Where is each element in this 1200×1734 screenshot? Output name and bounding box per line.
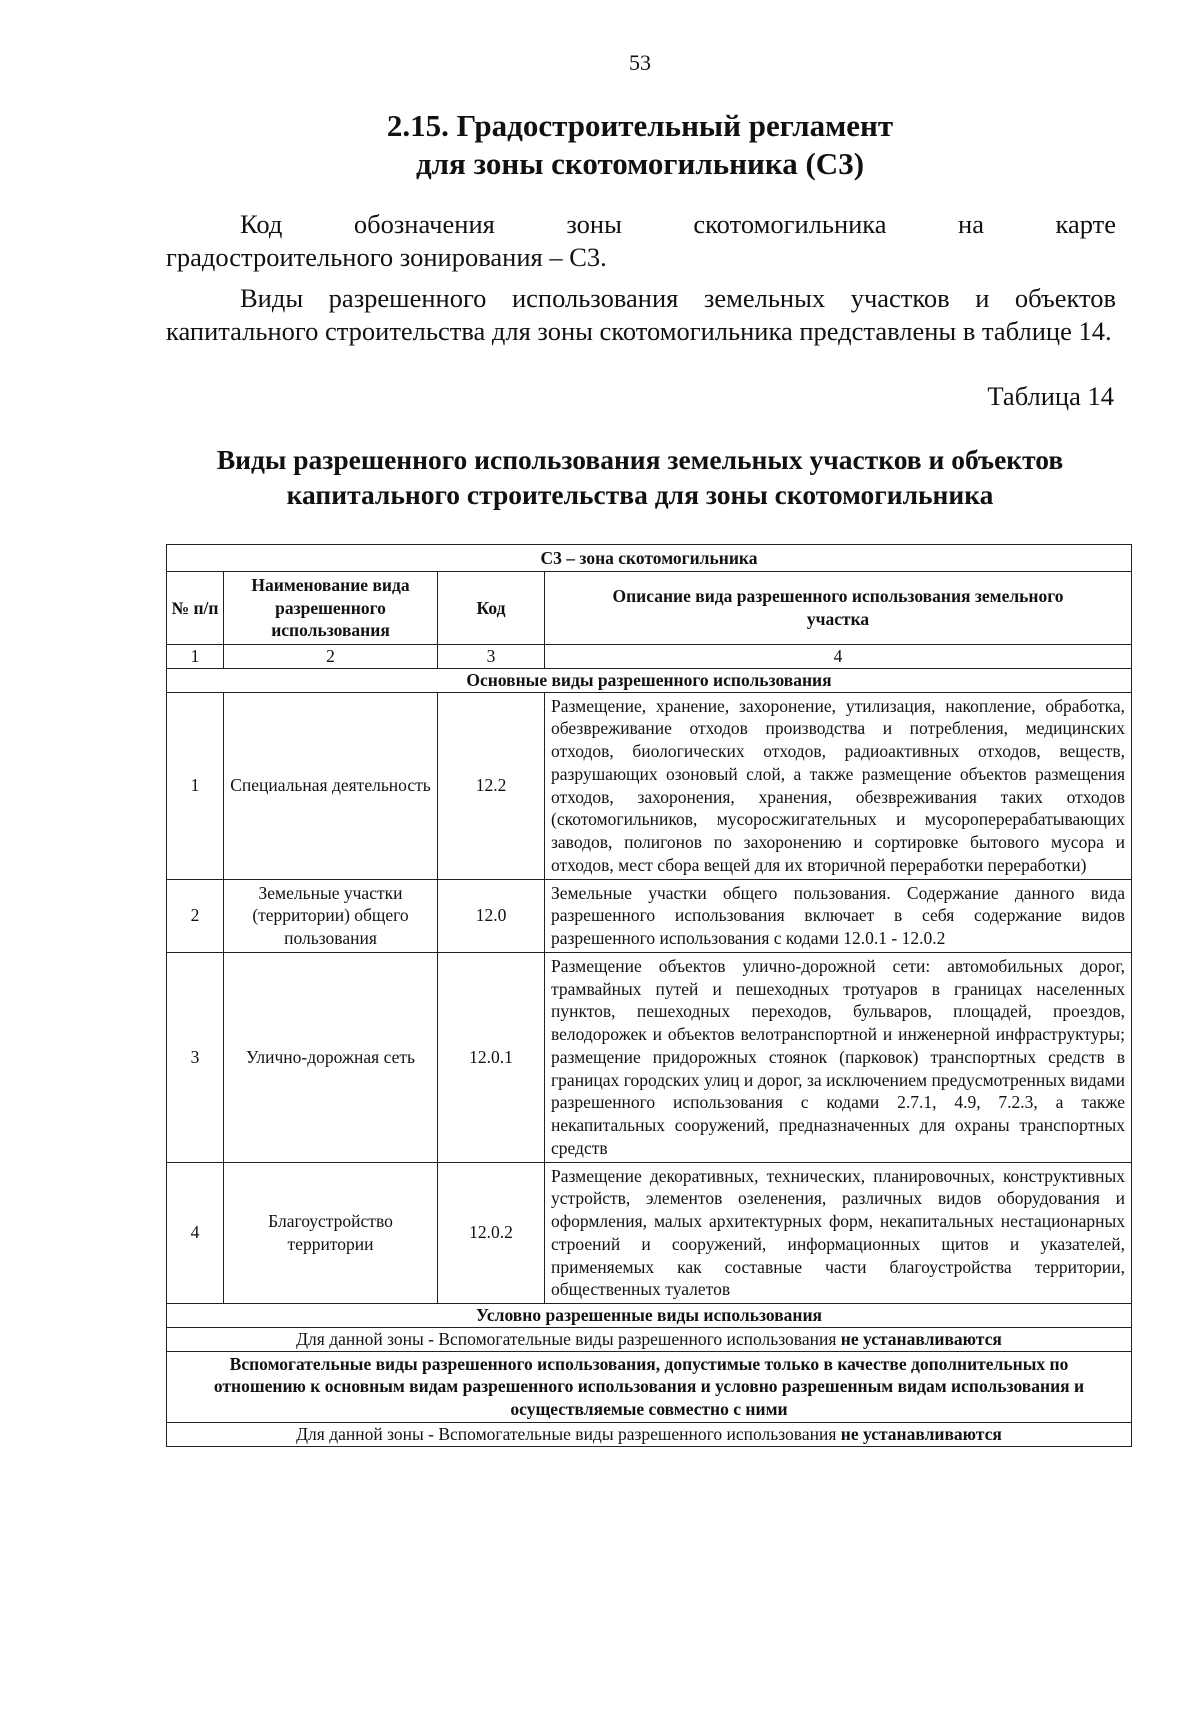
row-description: Размещение декоративных, технических, планировочных, конструктивных устройств, элементов озеленения, различных видов оборудования и оформления, малых архитектурных форм, некапитальных нестационарных строений и сооружений, информационных щитов и указателей, применяемых как составные части благоустройства территории, общественных туалетов: [545, 1162, 1132, 1304]
row-description: Земельные участки общего пользования. Содержание данного вида разрешенного использования включает в себя содержание видов разрешенного использования с кодами 12.0.1 - 12.0.2: [545, 879, 1132, 952]
column-number: 1: [167, 645, 224, 669]
zone-code-paragraph: [166, 208, 1116, 274]
header-code: Код: [438, 572, 545, 645]
table-row: [167, 879, 1132, 952]
auxiliary-note-bold: не устанавливаются: [840, 1423, 1002, 1444]
table-row: [167, 1162, 1132, 1304]
conditional-note: [167, 1327, 1132, 1351]
row-num: 3: [167, 952, 224, 1162]
row-code: 12.0.1: [438, 952, 545, 1162]
zone-header-row: [167, 545, 1132, 572]
conditional-note-row: [167, 1327, 1132, 1351]
section-title-line1: 2.15. Градостроительный регламент: [386, 108, 894, 143]
paragraph-1-line-1: Код обозначения зоны скотомогильника на карте: [240, 209, 1116, 239]
row-description: Размещение, хранение, захоронение, утилизация, накопление, обработка, обезвреживание отходов производства и потребления, медицинских отходов, биологических отходов, радиоактивных отходов, веществ, разрушающих озоновый слой, а также размещение объектов размещения отходов, захоронения, хранения, обезвреживания таких отходов (скотомогильников, мусоросжигательных и мусороперерабатывающих заводов, полигонов по захоронению и сортировке бытового мусора и отходов, мест сбора вещей для их вторичной переработки переработки): [545, 692, 1132, 879]
row-code: 12.0: [438, 879, 545, 952]
auxiliary-note-row: [167, 1422, 1132, 1446]
header-num: № п/п: [167, 572, 224, 645]
zone-header: С3 – зона скотомогильника: [167, 545, 1132, 572]
header-description: Описание вида разрешенного использования земельного участка: [545, 572, 1132, 645]
page-number: 53: [629, 50, 651, 75]
section-conditional-title: Условно разрешенные виды использования: [167, 1304, 1132, 1328]
column-number: 4: [545, 645, 1132, 669]
row-description: Размещение объектов улично-дорожной сети: автомобильных дорог, трамвайных путей и пешеходных тротуаров в границах населенных пунктов, пешеходных переходов, бульваров, площадей, проездов, велодорожек и объектов велотранспортной и инженерной инфраструктуры; размещение придорожных стоянок (парковок) транспортных средств в границах городских улиц и дорог, за исключением предусмотренных видами разрешенного использования с кодами 2.7.1, 4.9, 7.2.3, а также некапитальных сооружений, предназначенных для охраны транспортных средств: [545, 952, 1132, 1162]
table-title-line2: капитального строительства для зоны скотомогильника: [286, 478, 994, 510]
section-title: [0, 107, 1200, 183]
section-title-line2: для зоны скотомогильника (С3): [415, 145, 865, 181]
uses-paragraph: [166, 282, 1116, 348]
row-num: 4: [167, 1162, 224, 1304]
table-title: [0, 443, 1200, 513]
row-name: Благоустройство территории: [224, 1162, 438, 1304]
table-title-line1: Виды разрешенного использования земельных участков и объектов: [216, 444, 1064, 475]
column-number: 2: [224, 645, 438, 669]
row-name: Специальная деятельность: [224, 692, 438, 879]
row-name: Улично-дорожная сеть: [224, 952, 438, 1162]
row-code: 12.2: [438, 692, 545, 879]
auxiliary-note-prefix: Для данной зоны - Вспомогательные виды разрешенного использования: [296, 1423, 841, 1444]
section-row-conditional: [167, 1304, 1132, 1328]
conditional-note-prefix: Для данной зоны - Вспомогательные виды разрешенного использования: [296, 1328, 841, 1349]
header-name: Наименование вида разрешенного использования: [224, 572, 438, 645]
conditional-note-bold: не устанавливаются: [840, 1328, 1002, 1349]
section-row-main: [167, 668, 1132, 692]
paragraph-2-rest: капитального строительства для зоны скотомогильника представлены в таблице 14.: [166, 316, 1112, 347]
column-number: 3: [438, 645, 545, 669]
paragraph-2-line-1: Виды разрешенного использования земельных участков и объектов: [240, 283, 1116, 313]
paragraph-1-rest: градостроительного зонирования – С3.: [166, 242, 607, 273]
row-code: 12.0.2: [438, 1162, 545, 1304]
auxiliary-note: [167, 1422, 1132, 1446]
row-num: 2: [167, 879, 224, 952]
table-row: [167, 692, 1132, 879]
section-row-auxiliary: [167, 1351, 1132, 1422]
table-row: [167, 952, 1132, 1162]
row-num: 1: [167, 692, 224, 879]
column-header-row: [167, 572, 1132, 645]
column-number-row: [167, 645, 1132, 669]
section-main-title: Основные виды разрешенного использования: [167, 668, 1132, 692]
section-auxiliary-title: Вспомогательные виды разрешенного использования, допустимые только в качестве дополнительных по отношению к основным видам разрешенного использования и условно разрешенным видам использования и осуществляемые совместно с ними: [167, 1351, 1132, 1422]
land-use-table: [166, 544, 1132, 1447]
table-label: Таблица 14: [987, 381, 1114, 411]
row-name: Земельные участки (территории) общего пользования: [224, 879, 438, 952]
